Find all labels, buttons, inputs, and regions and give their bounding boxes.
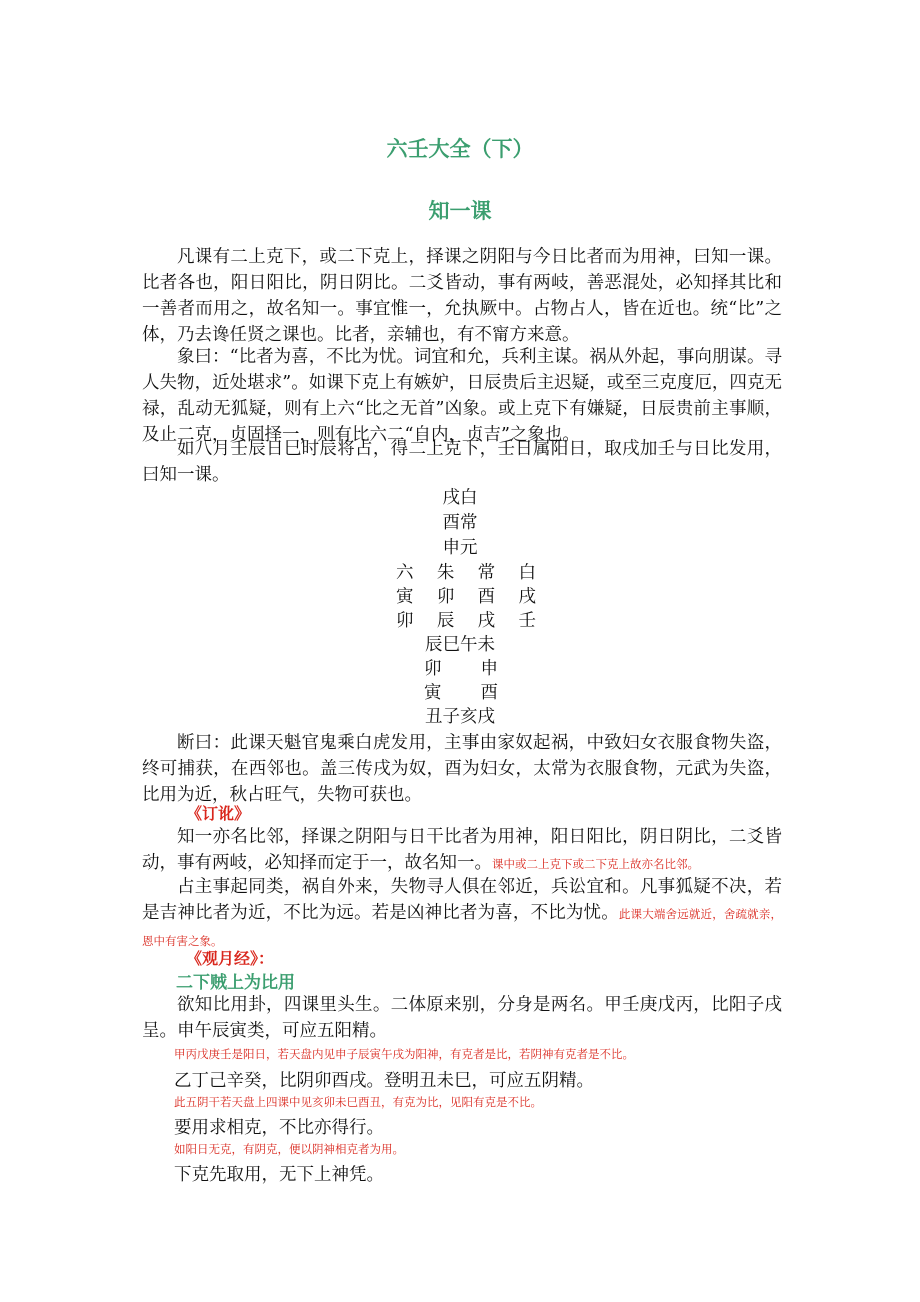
- pan-top: 辰巳午未: [425, 635, 495, 655]
- verse-3: 要用求相克，不比亦得行。: [174, 1118, 384, 1138]
- pan-cell: 酉: [480, 683, 498, 703]
- ke-cell: 朱: [436, 563, 455, 583]
- paragraph-definition: 凡课有二上克下，或二下克上，择课之阴阳与今日比者而为用神，曰知一课。比者各也，阳日阳比，阴日阴比。二爻皆动，事有两岐，善恶混处，必知择其比和一善者而用之，故名知一。事宜惟一，允执厥中。占物占人，皆在近也。统“比”之体，乃去谗任贤之课也。比者，亲辅也，有不甯方来意。: [142, 247, 782, 345]
- paragraph-example: 如八月壬辰日巳时辰将占，得二上克下，壬日属阳日，取戌加壬与日比发用，曰知一课。: [142, 439, 782, 485]
- ke-cell: 壬: [518, 611, 536, 631]
- verse-1: 欲知比用卦，四课里头生。二体原来别，分身是两名。甲壬庚戊丙，比阳子戌呈。申午辰寅类，可应五阳精。: [142, 995, 782, 1041]
- ke-row-gods: [396, 561, 536, 585]
- heading-guanyue: 《观月经》：: [186, 949, 275, 968]
- ke-cell: 寅: [396, 587, 414, 607]
- pan-cell: 申: [480, 659, 498, 679]
- dinge-2-text: 占主事起同类，祸自外来，失物寻人俱在邻近，兵讼宜和。凡事狐疑不决，若是吉神比者为近，不比为远。若是凶神比者为喜，不比为忧。: [142, 877, 782, 923]
- ke-cell: 戌: [477, 611, 496, 631]
- note-3: 如阳日无克，有阴克，便以阴神相克者为用。: [174, 1142, 404, 1156]
- verse-4: 下克先取用，无下上神凭。: [174, 1165, 384, 1185]
- note-1: 甲丙戊庚壬是阳日，若天盘内见申子辰寅午戌为阳神，有克者是比，若阴神有克者是不比。: [174, 1047, 634, 1061]
- ke-cell: 酉: [477, 587, 496, 607]
- ke-cell: 卯: [436, 587, 455, 607]
- ke-cell: 常: [477, 563, 496, 583]
- heading-erxia: 二下贼上为比用: [176, 973, 295, 993]
- paragraph-xiang: 象曰：“比者为喜，不比为忧。词宜和允，兵利主谋。祸从外起，事向朋谋。寻人失物，近处堪求”。如课下克上有嫉妒，日辰贵后主迟疑，或至三克度厄，四克无禄，乱动无狐疑，则有上六“比之无首”凶象。或上克下有嫌疑，日辰贵前主事顺，及止二克，贞固择一，则有比六二“自内，贞吉”之象也。: [142, 347, 782, 445]
- section-title: 知一课: [428, 199, 492, 223]
- paragraph-judgement: 断曰：此课天魁官鬼乘白虎发用，主事由家奴起祸，中致妇女衣服食物失盗，终可捕获，在西邻也。盖三传戌为奴，酉为妇女，太常为衣服食物，元武为失盗，比用为近，秋占旺气，失物可获也。: [142, 733, 782, 805]
- chuan-line-1: 戌白: [442, 488, 478, 508]
- pan-mid-2: [424, 681, 498, 705]
- ke-cell: 卯: [396, 611, 414, 631]
- pan-mid-1: [424, 657, 498, 681]
- ke-row-upper: [396, 585, 536, 609]
- ke-cell: 戌: [518, 587, 536, 607]
- dinge-2-note: 此课大端舍远就近，舍疏就亲，恩中有害之象。: [142, 907, 783, 948]
- verse-2: 乙丁己辛癸，比阴卯酉戌。登明丑未巳，可应五阴精。: [174, 1071, 594, 1091]
- ke-cell: 辰: [436, 611, 455, 631]
- heading-dinge: 《订讹》: [186, 804, 251, 823]
- pan-cell: 卯: [424, 659, 442, 679]
- dinge-1-text: 知一亦名比邻，择课之阴阳与日干比者为用神，阳日阳比，阴日阴比，二爻皆动，事有两岐，必知择而定于一，故名知一。: [142, 827, 782, 873]
- document-title: 六壬大全（下）: [386, 137, 534, 161]
- paragraph-dinge-2: [142, 874, 782, 954]
- dinge-1-note: 课中或二上克下或二下克上故亦名比邻。: [492, 857, 699, 871]
- chuan-line-2: 酉常: [442, 513, 478, 533]
- pan-cell: 寅: [424, 683, 442, 703]
- ke-cell: 六: [396, 563, 414, 583]
- ke-cell: 白: [518, 563, 536, 583]
- paragraph-dinge-1: [142, 824, 782, 877]
- pan-bottom: 丑子亥戌: [425, 707, 495, 727]
- ke-row-lower: [396, 609, 536, 633]
- note-2: 此五阴干若天盘上四课中见亥卯未巳酉丑，有克为比，见阳有克是不比。: [174, 1095, 542, 1109]
- chuan-line-3: 申元: [442, 538, 478, 558]
